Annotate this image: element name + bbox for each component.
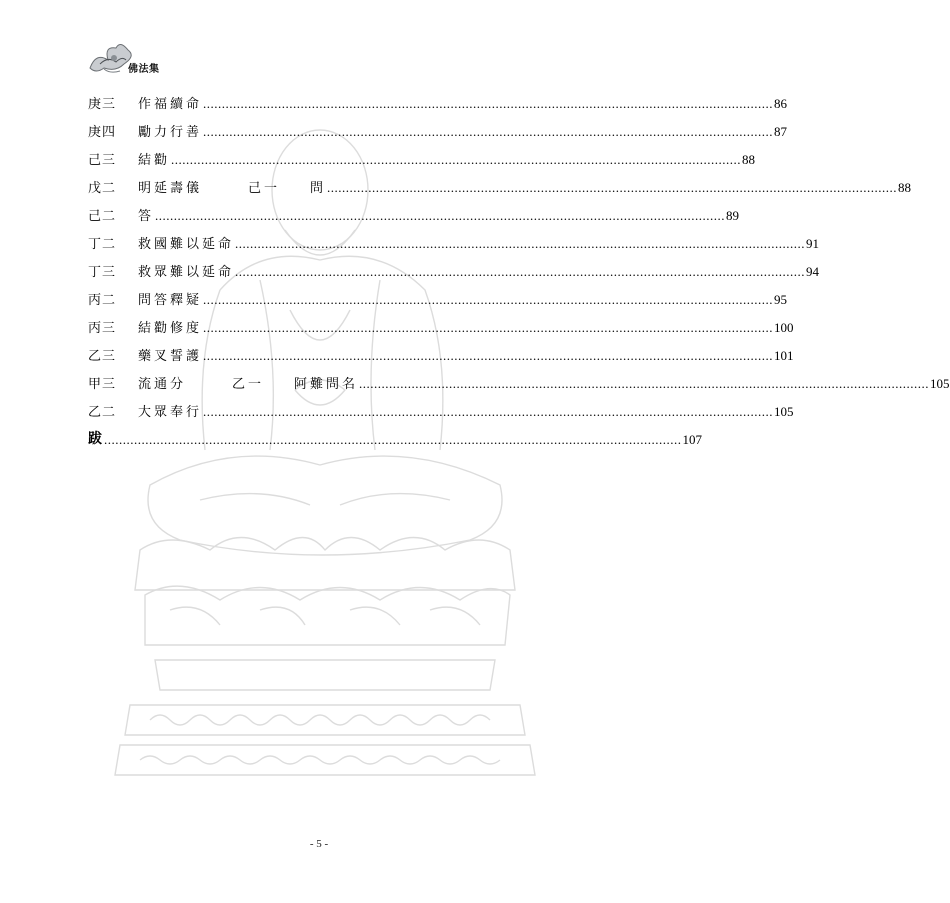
toc-row[interactable] [88, 420, 702, 448]
toc-section-code: 丙二 [88, 293, 117, 308]
toc-row[interactable] [88, 112, 788, 140]
toc-page-number: 105 [930, 376, 950, 391]
toc-title: 結勸 [138, 153, 171, 168]
toc-title: 勵力行善 [138, 125, 203, 140]
header-logo [86, 38, 176, 80]
page-number-footer: - 5 - [309, 838, 329, 850]
toc-row[interactable] [88, 196, 740, 224]
toc-section-code: 庚三 [88, 97, 117, 112]
toc-dot-leader: ........................................................................................................................................................ [203, 124, 774, 139]
toc-dot-leader: ........................................................................................................................................................ [155, 208, 726, 223]
toc-section-code: 乙二 [88, 405, 117, 420]
toc-subsection-code: 己一 [248, 181, 281, 196]
toc-dot-leader: ........................................................................................................................................................ [235, 236, 806, 251]
toc-dot-leader: ........................................................................................................................................................ [203, 348, 774, 363]
toc-title: 明延壽儀 [138, 181, 203, 196]
toc-title: 大眾奉行 [138, 405, 203, 420]
toc-page-number: 100 [774, 320, 794, 335]
toc-page-number: 88 [898, 180, 912, 195]
toc-dot-leader: ........................................................................................................................................................ [203, 404, 774, 419]
header-title: 佛法集 [128, 64, 160, 75]
toc-section-code: 戊二 [88, 181, 117, 196]
toc-page-number: 105 [774, 404, 794, 419]
toc-dot-leader: ........................................................................................................................................................ [359, 376, 930, 391]
toc-row[interactable] [88, 224, 820, 252]
toc-section-code: 己二 [88, 209, 117, 224]
toc-row[interactable] [88, 280, 788, 308]
toc-dot-leader: ........................................................................................................................................................ [203, 320, 774, 335]
toc-page-number: 101 [774, 348, 794, 363]
toc-section-code: 庚四 [88, 125, 117, 140]
toc-title: 救眾難以延命 [138, 265, 235, 280]
toc-section-code: 己三 [88, 153, 117, 168]
toc-row[interactable] [88, 140, 756, 168]
toc-section-code: 跋 [88, 431, 103, 447]
toc-dot-leader: ........................................................................................................................................................ [235, 264, 806, 279]
toc-row[interactable] [88, 364, 950, 392]
toc-row[interactable] [88, 336, 794, 364]
toc-page-number: 94 [806, 264, 820, 279]
toc-section-code: 丁二 [88, 237, 117, 252]
toc-subsection-title: 阿難問名 [294, 377, 359, 392]
toc-row[interactable] [88, 168, 912, 196]
toc-page-number: 88 [742, 152, 756, 167]
toc-page-number: 95 [774, 292, 788, 307]
toc-page-number: 87 [774, 124, 788, 139]
toc-section-code: 丁三 [88, 265, 117, 280]
toc-dot-leader: ........................................................................................................................................................ [171, 152, 742, 167]
toc-row[interactable] [88, 84, 788, 112]
toc-subsection-code: 乙一 [232, 377, 265, 392]
toc-title: 作福續命 [138, 97, 203, 112]
toc-dot-leader: ........................................................................................................................................................ [203, 96, 774, 111]
toc-row[interactable] [88, 392, 794, 420]
toc-page-number: 107 [682, 432, 702, 447]
toc-title: 答 [138, 209, 155, 224]
toc-page-number: 91 [806, 236, 820, 251]
toc-page-number: 89 [726, 208, 740, 223]
toc-row[interactable] [88, 252, 820, 280]
toc-dot-leader: ........................................................................................................................................................ [203, 292, 774, 307]
toc-row[interactable] [88, 308, 794, 336]
toc-section-code: 丙三 [88, 321, 117, 336]
toc-dot-leader: ........................................................................................................................................................ [327, 180, 898, 195]
toc-section-code: 乙三 [88, 349, 117, 364]
table-of-contents [88, 84, 950, 448]
toc-title: 藥叉誓護 [138, 349, 203, 364]
toc-title: 結勸修度 [138, 321, 203, 336]
toc-dot-leader: .......................................................................................................................................................... [104, 432, 682, 447]
toc-page-number: 86 [774, 96, 788, 111]
toc-section-code: 甲三 [88, 377, 117, 392]
toc-title: 流通分 [138, 377, 187, 392]
toc-subsection-title: 問 [310, 181, 327, 196]
toc-title: 救國難以延命 [138, 237, 235, 252]
toc-title: 問答釋疑 [138, 293, 203, 308]
